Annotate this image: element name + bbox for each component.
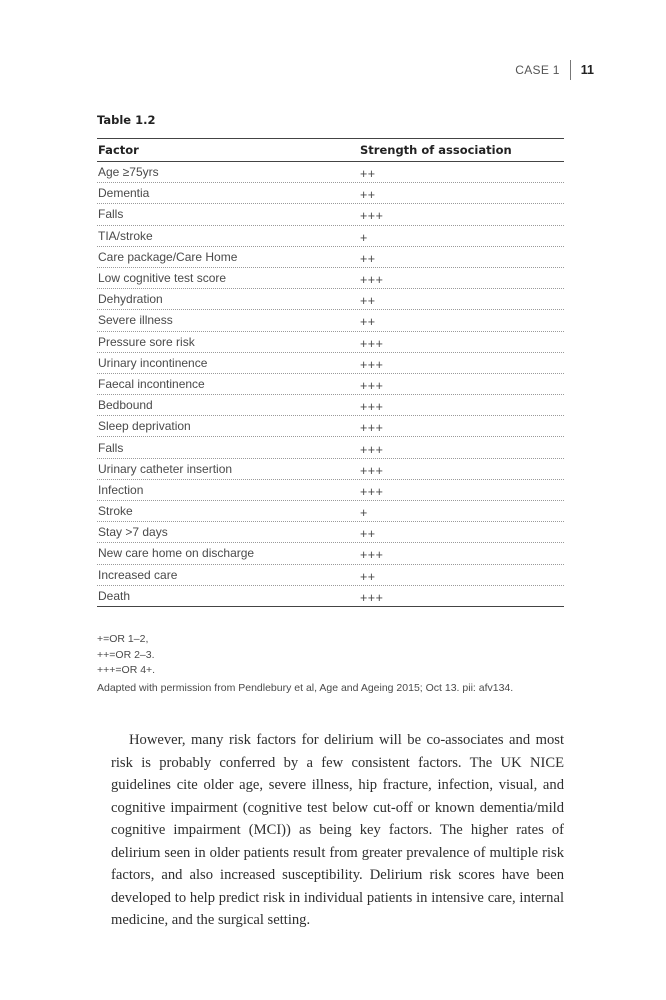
factor-cell: Low cognitive test score (98, 271, 227, 286)
table-row (97, 310, 564, 331)
strength-cell: +++ (360, 400, 384, 415)
table-row (97, 459, 564, 480)
case-label: CASE 1 (515, 63, 560, 77)
strength-cell: +++ (360, 209, 384, 224)
table-row (97, 586, 564, 607)
table-row (97, 437, 564, 458)
factor-cell: Severe illness (98, 313, 173, 328)
body-paragraph: However, many risk factors for delirium will be co-associates and most risk is probably conferred by a few consistent factors. The UK NICE guidelines cite older age, severe illness, hip fracture, infection, visual, and cognitive impairment (cognitive test below cut-off or known dementia/mild cognitive impairment (MCI)) as being key factors. The higher rates of delirium seen in older patients result from greater prevalence of multiple risk factors, and also increased susceptibility. Delirium risk scores have been developed to help predict risk in individual patients in intensive care, internal medicine, and the surgical setting. (111, 732, 564, 928)
factor-cell: Infection (98, 482, 144, 497)
factor-cell: Dehydration (98, 292, 163, 307)
strength-cell: ++ (360, 527, 376, 542)
strength-cell: +++ (360, 421, 384, 436)
strength-cell: +++ (360, 273, 384, 288)
table-row (97, 183, 564, 204)
table-source: Adapted with permission from Pendlebury et al, Age and Ageing 2015; Oct 13. pii: afv134. (97, 681, 514, 694)
factor-cell: Falls (98, 440, 124, 455)
risk-factor-table (97, 138, 564, 607)
body-text (111, 729, 564, 932)
table-row (97, 289, 564, 310)
strength-cell: +++ (360, 336, 384, 351)
strength-cell: ++ (360, 188, 376, 203)
header-strength: Strength of association (360, 143, 512, 157)
table-row (97, 480, 564, 501)
strength-cell: +++ (360, 357, 384, 372)
strength-cell: +++ (360, 590, 384, 605)
running-head (515, 60, 594, 80)
factor-cell: New care home on discharge (98, 546, 255, 561)
table-header-row (97, 139, 564, 162)
table-body (97, 162, 564, 607)
factor-cell: Death (98, 588, 131, 603)
note-or-4-plus: +++=OR 4+. (97, 664, 156, 676)
table-row (97, 268, 564, 289)
table-row (97, 565, 564, 586)
strength-cell: ++ (360, 167, 376, 182)
factor-cell: Bedbound (98, 398, 153, 413)
strength-cell: +++ (360, 463, 384, 478)
table-row (97, 332, 564, 353)
table-row (97, 543, 564, 564)
table-row (97, 204, 564, 225)
factor-cell: TIA/stroke (98, 228, 153, 243)
strength-cell: +++ (360, 378, 384, 393)
note-or-1-2: +=OR 1–2, (97, 633, 149, 645)
table-row (97, 395, 564, 416)
header-divider (570, 60, 571, 80)
factor-cell: Falls (98, 207, 124, 222)
factor-cell: Stroke (98, 504, 133, 519)
table-row (97, 416, 564, 437)
strength-cell: ++ (360, 569, 376, 584)
factor-cell: Sleep deprivation (98, 419, 191, 434)
table-title: Table 1.2 (97, 113, 156, 127)
table-row (97, 501, 564, 522)
strength-cell: +++ (360, 442, 384, 457)
factor-cell: Dementia (98, 186, 150, 201)
page-number: 11 (580, 63, 594, 77)
factor-cell: Care package/Care Home (98, 249, 238, 264)
factor-cell: Increased care (98, 567, 178, 582)
table-row (97, 226, 564, 247)
strength-cell: ++ (360, 251, 376, 266)
header-factor: Factor (98, 143, 139, 157)
factor-cell: Stay >7 days (98, 525, 168, 540)
table-row (97, 353, 564, 374)
note-or-2-3: ++=OR 2–3. (97, 648, 155, 661)
strength-cell: +++ (360, 484, 384, 499)
strength-cell: + (360, 506, 368, 521)
factor-cell: Urinary catheter insertion (98, 461, 233, 476)
factor-cell: Faecal incontinence (98, 376, 205, 391)
table-row (97, 247, 564, 268)
strength-cell: ++ (360, 294, 376, 309)
factor-cell: Pressure sore risk (98, 334, 195, 349)
factor-cell: Urinary incontinence (98, 355, 208, 370)
strength-cell: ++ (360, 315, 376, 330)
table-notes (97, 632, 577, 696)
strength-cell: + (360, 230, 368, 245)
table-row (97, 374, 564, 395)
table-row (97, 162, 564, 183)
factor-cell: Age ≥75yrs (98, 165, 159, 180)
strength-cell: +++ (360, 548, 384, 563)
table-row (97, 522, 564, 543)
